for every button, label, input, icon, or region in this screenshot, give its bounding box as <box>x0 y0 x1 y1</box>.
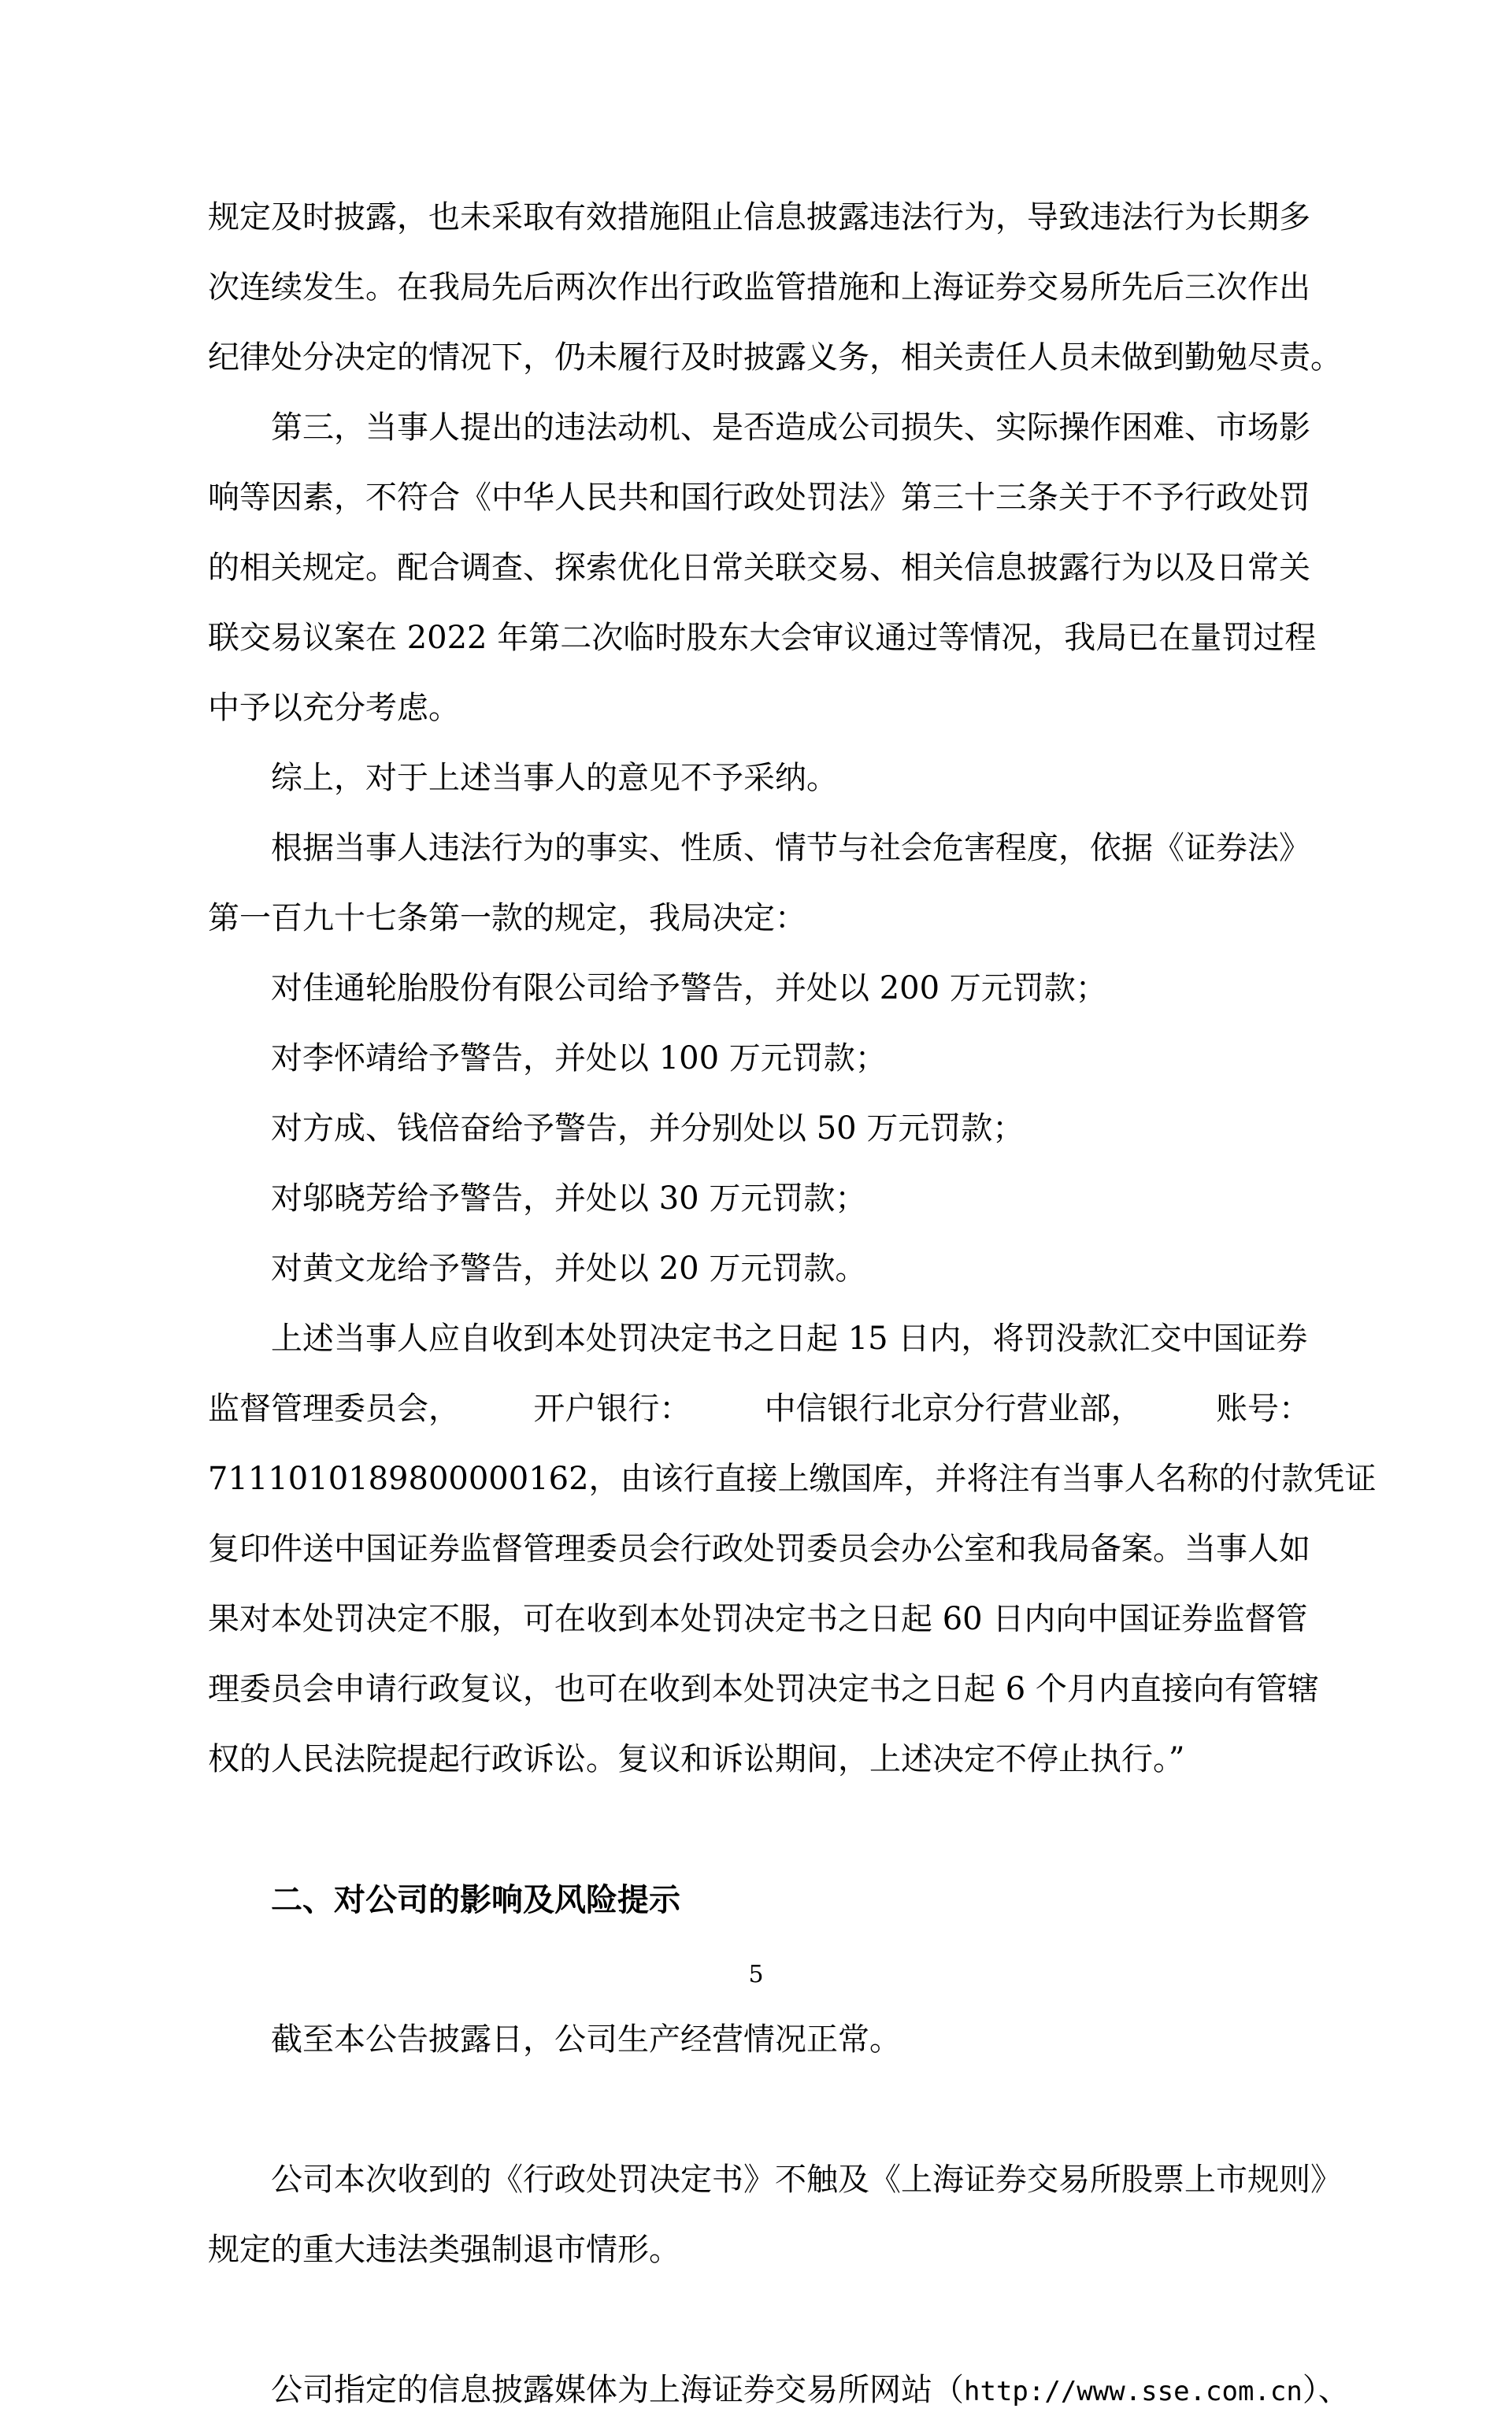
line-text: 理委员会申请行政复议，也可在收到本处罚决定书之日起 6 个月内直接向有管辖 <box>208 1671 1319 1707</box>
line-text: 公司本次收到的《行政处罚决定书》不触及《上海证券交易所股票上市规则》 <box>271 2162 1342 2198</box>
line-text: 根据当事人违法行为的事实、性质、情节与社会危害程度，依据《证券法》 <box>271 830 1310 866</box>
paragraph-line <box>208 2005 1310 2075</box>
media-text-suffix: ）、 <box>1302 2372 1350 2408</box>
paragraph-line <box>208 533 1310 603</box>
section-heading-text: 二、对公司的影响及风险提示 <box>271 1881 680 1918</box>
line-text: 第三，当事人提出的违法动机、是否造成公司损失、实际操作困难、市场影 <box>271 409 1310 446</box>
line-text: 响等因素，不符合《中华人民共和国行政处罚法》第三十三条关于不予行政处罚 <box>208 480 1310 516</box>
spacer <box>208 1795 1310 1865</box>
line-segment-authority: 监督管理委员会， <box>208 1391 460 1427</box>
spacer <box>208 2285 1310 2355</box>
paragraph-line <box>208 2215 1310 2285</box>
spacer <box>208 2075 1310 2145</box>
line-text: 联交易议案在 2022 年第二次临时股东大会审议通过等情况，我局已在量罚过程 <box>208 620 1317 656</box>
paragraph-line <box>208 884 1310 954</box>
line-segment-account-label: 账号： <box>1215 1391 1310 1427</box>
paragraph-line <box>208 2145 1342 2215</box>
paragraph-line <box>208 673 1310 743</box>
penalty-item <box>208 1234 1310 1304</box>
penalty-item <box>208 1094 1310 1164</box>
line-text: 权的人民法院提起行政诉讼。复议和诉讼期间，上述决定不停止执行。” <box>208 1741 1185 1777</box>
line-text: 第一百九十七条第一款的规定，我局决定： <box>208 900 806 936</box>
paragraph-line <box>208 253 1310 323</box>
penalty-text: 对邬晓芳给予警告，并处以 30 万元罚款； <box>271 1180 867 1217</box>
paragraph-line-account <box>208 1444 1377 1514</box>
penalty-text: 对黄文龙给予警告，并处以 20 万元罚款。 <box>271 1251 867 1287</box>
section-heading <box>208 1865 1310 1935</box>
line-text: 规定的重大违法类强制退市情形。 <box>208 2232 680 2268</box>
paragraph-line <box>208 393 1310 463</box>
line-text: 果对本处罚决定不服，可在收到本处罚决定书之日起 60 日内向中国证券监督管 <box>208 1601 1308 1637</box>
line-segment-bank-name: 中信银行北京分行营业部， <box>764 1391 1143 1427</box>
penalty-text: 对李怀靖给予警告，并处以 100 万元罚款； <box>271 1040 887 1076</box>
line-text: 综上，对于上述当事人的意见不予采纳。 <box>271 760 838 796</box>
paragraph-line <box>208 323 1342 393</box>
penalty-text: 对佳通轮胎股份有限公司给予警告，并处以 200 万元罚款； <box>271 970 1107 1006</box>
penalty-item <box>208 1024 1310 1094</box>
paragraph-line <box>208 1654 1319 1725</box>
media-text-prefix: 公司指定的信息披露媒体为上海证券交易所网站（ <box>271 2372 964 2408</box>
penalty-item <box>208 954 1310 1024</box>
paragraph-line <box>208 813 1310 884</box>
line-segment-bank-label: 开户银行： <box>533 1391 691 1427</box>
paragraph-line <box>208 463 1310 533</box>
paragraph-line-media <box>208 2355 1350 2425</box>
penalty-item <box>208 1164 1310 1234</box>
line-text: 的相关规定。配合调查、探索优化日常关联交易、相关信息披露行为以及日常关 <box>208 550 1310 586</box>
line-text: 规定及时披露，也未采取有效措施阻止信息披露违法行为，导致违法行为长期多 <box>208 199 1310 235</box>
line-text: 截至本公告披露日，公司生产经营情况正常。 <box>271 2021 901 2058</box>
sse-website-url: http://www.sse.com.cn <box>964 2376 1303 2407</box>
penalty-text: 对方成、钱倍奋给予警告，并分别处以 50 万元罚款； <box>271 1110 1025 1147</box>
paragraph-line <box>208 183 1310 253</box>
line-text: 中予以充分考虑。 <box>208 690 460 726</box>
paragraph-line <box>208 1304 1310 1374</box>
paragraph-line <box>208 1725 1310 1795</box>
page-body <box>208 183 1377 2425</box>
line-text: 上述当事人应自收到本处罚决定书之日起 15 日内，将罚没款汇交中国证券 <box>271 1321 1308 1357</box>
line-text: 复印件送中国证券监督管理委员会行政处罚委员会办公室和我局备案。当事人如 <box>208 1531 1310 1567</box>
paragraph-line <box>208 603 1317 673</box>
paragraph-line <box>208 1374 1310 1444</box>
line-text: 纪律处分决定的情况下，仍未履行及时披露义务，相关责任人员未做到勤勉尽责。 <box>208 339 1342 376</box>
line-text: 7111010189800000162，由该行直接上缴国库，并将注有当事人名称的付款凭证 <box>208 1461 1377 1497</box>
paragraph-line <box>208 743 1310 813</box>
paragraph-line <box>208 1514 1310 1584</box>
paragraph-line <box>208 1584 1310 1654</box>
page-number: 5 <box>748 1961 764 1988</box>
line-text: 次连续发生。在我局先后两次作出行政监管措施和上海证券交易所先后三次作出 <box>208 269 1310 306</box>
